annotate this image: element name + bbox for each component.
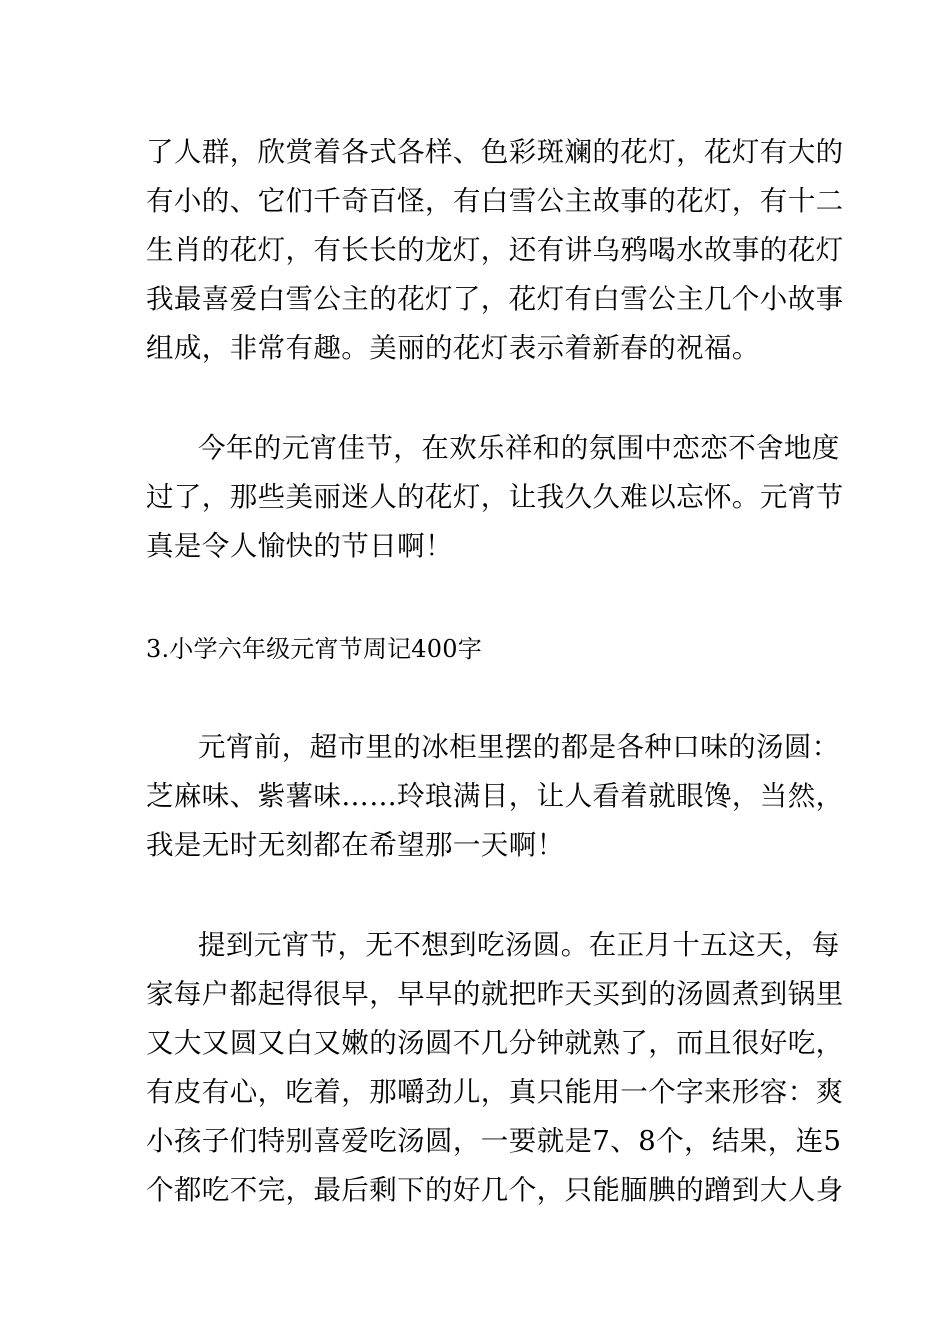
paragraph-3-line-2: 芝麻味、紫薯味……玲琅满目，让人看着就眼馋，当然， — [146, 780, 844, 812]
paragraph-2-line-2: 过了，那些美丽迷人的花灯，让我久久难以忘怀。元宵节 — [146, 481, 844, 513]
paragraph-1-line-1: 了人群，欣赏着各式各样、色彩斑斓的花灯，花灯有大的 — [146, 136, 844, 168]
paragraph-2-line-1: 今年的元宵佳节，在欢乐祥和的氛围中恋恋不舍地度 — [198, 432, 840, 464]
paragraph-1-line-5: 组成，非常有趣。美丽的花灯表示着新春的祝福。 — [146, 332, 760, 364]
paragraph-1-line-2: 有小的、它们千奇百怪，有白雪公主故事的花灯，有十二 — [146, 185, 844, 217]
paragraph-1-line-3: 生肖的花灯，有长长的龙灯，还有讲乌鸦喝水故事的花灯 — [146, 234, 844, 266]
section-heading: 3.小学六年级元宵节周记400字 — [146, 635, 482, 663]
paragraph-3-line-3: 我是无时无刻都在希望那一天啊！ — [146, 829, 565, 861]
paragraph-1-line-4: 我最喜爱白雪公主的花灯了，花灯有白雪公主几个小故事 — [146, 283, 844, 315]
paragraph-4-line-6: 个都吃不完，最后剩下的好几个，只能腼腆的蹭到大人身 — [146, 1174, 844, 1206]
paragraph-2-line-3: 真是令人愉快的节日啊！ — [146, 530, 453, 562]
paragraph-4-line-3: 又大又圆又白又嫩的汤圆不几分钟就熟了，而且很好吃， — [146, 1027, 844, 1059]
paragraph-3-line-1: 元宵前，超市里的冰柜里摆的都是各种口味的汤圆： — [198, 731, 840, 763]
paragraph-4-line-5: 小孩子们特别喜爱吃汤圆，一要就是7、8个，结果，连5 — [146, 1125, 842, 1157]
paragraph-4-line-2: 家每户都起得很早，早早的就把昨天买到的汤圆煮到锅里 — [146, 978, 844, 1010]
paragraph-4-line-4: 有皮有心，吃着，那嚼劲儿，真只能用一个字来形容：爽 — [146, 1076, 844, 1108]
paragraph-4-line-1: 提到元宵节，无不想到吃汤圆。在正月十五这天，每 — [198, 929, 840, 961]
